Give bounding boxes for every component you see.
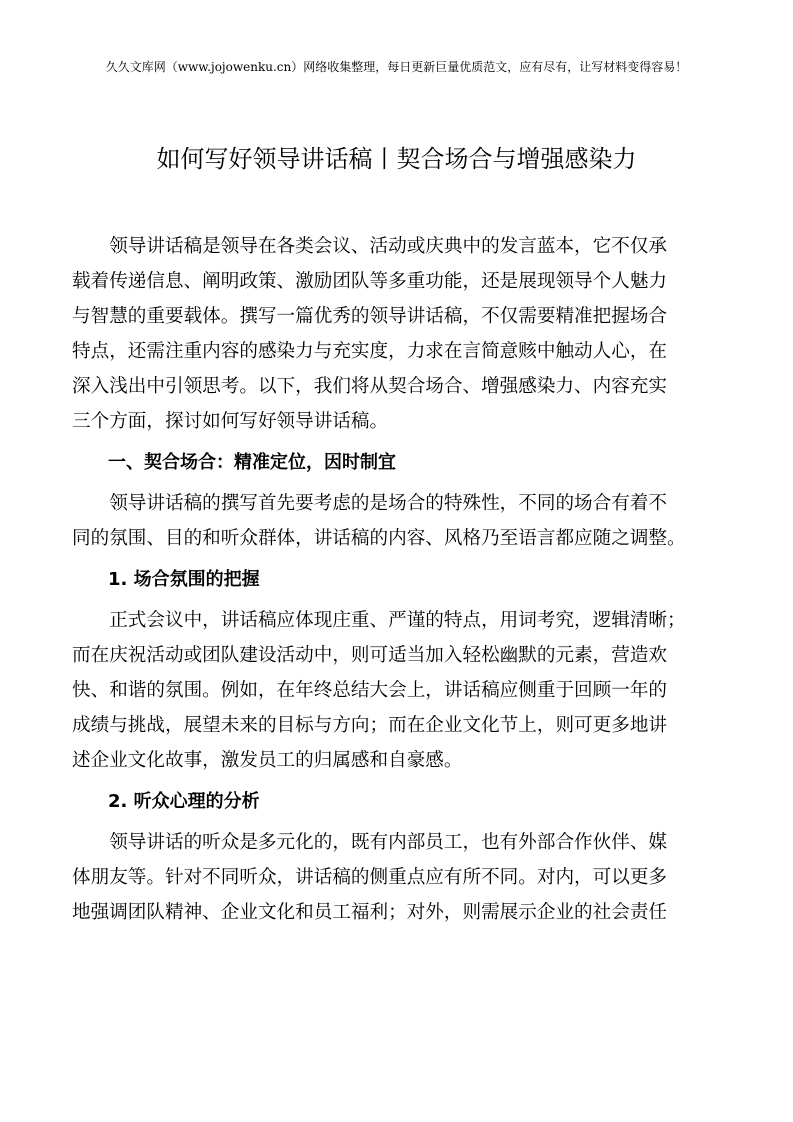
subsection-heading: 1. 场合氛围的把握 bbox=[72, 569, 260, 590]
paragraph-line: 述企业文化故事，激发员工的归属感和自豪感。 bbox=[72, 750, 463, 771]
paragraph-line: 领导讲话的听众是多元化的，既有内部员工，也有外部合作伙伴、媒 bbox=[72, 832, 668, 853]
paragraph-line: 而在庆祝活动或团队建设活动中，则可适当加入轻松幽默的元素，营造欢 bbox=[72, 645, 668, 666]
paragraph-line: 领导讲话稿的撰写首先要考虑的是场合的特殊性，不同的场合有着不 bbox=[72, 493, 668, 514]
paragraph-line: 成绩与挑战，展望未来的目标与方向；而在企业文化节上，则可更多地讲 bbox=[72, 715, 668, 736]
paragraph-line: 正式会议中，讲话稿应体现庄重、严谨的特点，用词考究，逻辑清晰； bbox=[72, 610, 686, 631]
subsection-heading: 2. 听众心理的分析 bbox=[72, 791, 260, 812]
paragraph-line: 领导讲话稿是领导在各类会议、活动或庆典中的发言蓝本，它不仅承 bbox=[72, 236, 668, 257]
paragraph-line: 载着传递信息、阐明政策、激励团队等多重功能，还是展现领导个人魅力 bbox=[72, 271, 668, 292]
paragraph-line: 体朋友等。针对不同听众，讲话稿的侧重点应有所不同。对内，可以更多 bbox=[72, 867, 668, 888]
paragraph-line: 地强调团队精神、企业文化和员工福利；对外，则需展示企业的社会责任 bbox=[72, 902, 668, 923]
paragraph-line: 深入浅出中引领思考。以下，我们将从契合场合、增强感染力、内容充实 bbox=[72, 376, 668, 397]
paragraph-line: 同的氛围、目的和听众群体，讲话稿的内容、风格乃至语言都应随之调整。 bbox=[72, 528, 686, 549]
paragraph-line: 快、和谐的氛围。例如，在年终总结大会上，讲话稿应侧重于回顾一年的 bbox=[72, 680, 668, 701]
paragraph-line: 三个方面，探讨如何写好领导讲话稿。 bbox=[72, 411, 389, 432]
header-watermark-note: 久久文库网（www.jojowenku.cn）网络收集整理，每日更新巨量优质范文，应有尽有，让写材料变得容易！ bbox=[105, 60, 688, 74]
document-body bbox=[72, 229, 720, 930]
paragraph-line: 与智慧的重要载体。撰写一篇优秀的领导讲话稿，不仅需要精准把握场合 bbox=[72, 306, 668, 327]
paragraph-line: 特点，还需注重内容的感染力与充实度，力求在言简意赅中触动人心，在 bbox=[72, 341, 668, 362]
section-heading: 一、契合场合：精准定位，因时制宜 bbox=[72, 452, 396, 473]
page-title: 如何写好领导讲话稿丨契合场合与增强感染力 bbox=[156, 145, 637, 173]
